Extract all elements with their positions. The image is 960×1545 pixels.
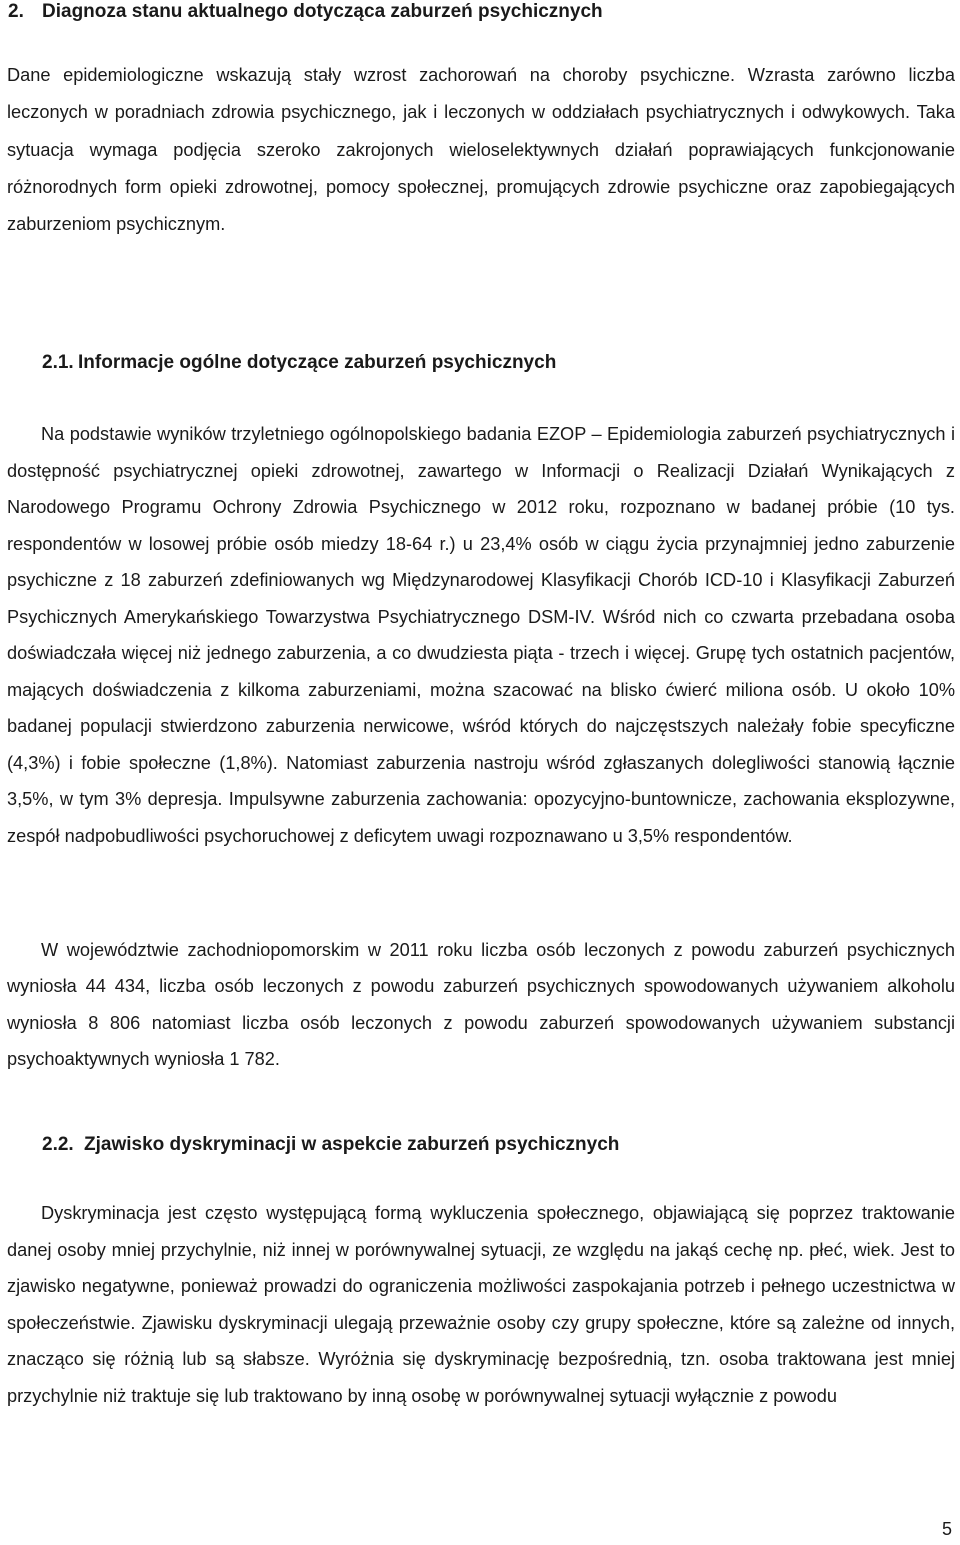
page-number: 5 <box>941 1519 952 1539</box>
section-2-2-number: 2.2. <box>42 1134 74 1155</box>
section-2-1-paragraph-1: Na podstawie wyników trzyletniego ogólnopolskiego badania EZOP – Epidemiologia zaburzeń psychiatrycznych i dostępność psychiatrycznej opieki zdrowotnej, zawartego w Informacji o Realizacji Działań Wynikających z Narodowego Programu Ochrony Zdrowia Psychicznego w 2012 roku, rozpoznano w badanej próbie (10 tys. respondentów w losowej próbie osób miedzy 18-64 r.) u 23,4% osób w ciągu życia przynajmniej jedno zaburzenie psychiczne z 18 zaburzeń zdefiniowanych wg Międzynarodowej Klasyfikacji Chorób ICD-10 i Klasyfikacji Zaburzeń Psychicznych Amerykańskiego Towarzystwa Psychiatrycznego DSM-IV. Wśród nich co czwarta przebadana osoba doświadczała więcej niż jednego zaburzenia, a co dwudziesta piąta - trzech i więcej. Grupę tych ostatnich pacjentów, mających doświadczenia z kilkoma zaburzeniami, można szacować na blisko ćwierć miliona osób. U około 10% badanej populacji stwierdzono zaburzenia nerwicowe, wśród których do najczęstszych należały fobie specyficzne (4,3%) i fobie społeczne (1,8%). Natomiast zaburzenia nastroju wśród zgłaszanych dolegliwości stanowią łącznie 3,5%, w tym 3% depresja. Impulsywne zaburzenia zachowania: opozycyjno-buntownicze, zachowania eksplozywne, zespół nadpobudliwości psychoruchowej z deficytem uwagi rozpoznawano u 3,5% respondentów. <box>7 424 955 846</box>
section-2-title: Diagnoza stanu aktualnego dotycząca zaburzeń psychicznych <box>42 1 603 22</box>
section-2-paragraph: Dane epidemiologiczne wskazują stały wzrost zachorowań na choroby psychiczne. Wzrasta zarówno liczba leczonych w poradniach zdrowia psychicznego, jak i leczonych w oddziałach psychiatrycznych i odwykowych. Taka sytuacja wymaga podjęcia szeroko zakrojonych wieloselektywnych działań poprawiających funkcjonowanie różnorodnych form opieki zdrowotnej, pomocy społecznej, promujących zdrowie psychiczne oraz zapobiegających zaburzeniom psychicznym. <box>7 65 955 235</box>
section-2-2-paragraph: Dyskryminacja jest często występującą formą wykluczenia społecznego, objawiającą się poprzez traktowanie danej osoby mniej przychylnie, niż innej w porównywalnej sytuacji, ze względu na jakąś cechę np. płeć, wiek. Jest to zjawisko negatywne, ponieważ prowadzi do ograniczenia możliwości zaspokajania potrzeb i pełnego uczestnictwa w społeczeństwie. Zjawisku dyskryminacji ulegają przeważnie osoby czy grupy społeczne, które są zależne od innych, znacząco się różnią lub są słabsze. Wyróżnia się dyskryminację bezpośrednią, tzn. osoba traktowana jest mniej przychylnie niż traktuje się lub traktowano by inną osobę w porównywalnej sytuacji wyłącznie z powodu <box>7 1203 955 1406</box>
section-2-number: 2. <box>8 1 24 22</box>
section-2-1-heading <box>42 351 556 375</box>
section-2-1-number: 2.1. <box>42 352 74 373</box>
section-2-2-title: Zjawisko dyskryminacji w aspekcie zaburzeń psychicznych <box>84 1134 620 1155</box>
section-2-2-heading <box>42 1133 619 1157</box>
section-2-1-paragraph-2: W województwie zachodniopomorskim w 2011 roku liczba osób leczonych z powodu zaburzeń psychicznych wyniosła 44 434, liczba osób leczonych z powodu zaburzeń psychicznych spowodowanych używaniem alkoholu wyniosła 8 806 natomiast liczba osób leczonych z powodu zaburzeń spowodowanych używaniem substancji psychoaktywnych wyniosła 1 782. <box>7 940 955 1069</box>
section-2-heading <box>8 0 603 24</box>
section-2-1-title: Informacje ogólne dotyczące zaburzeń psychicznych <box>78 352 557 373</box>
